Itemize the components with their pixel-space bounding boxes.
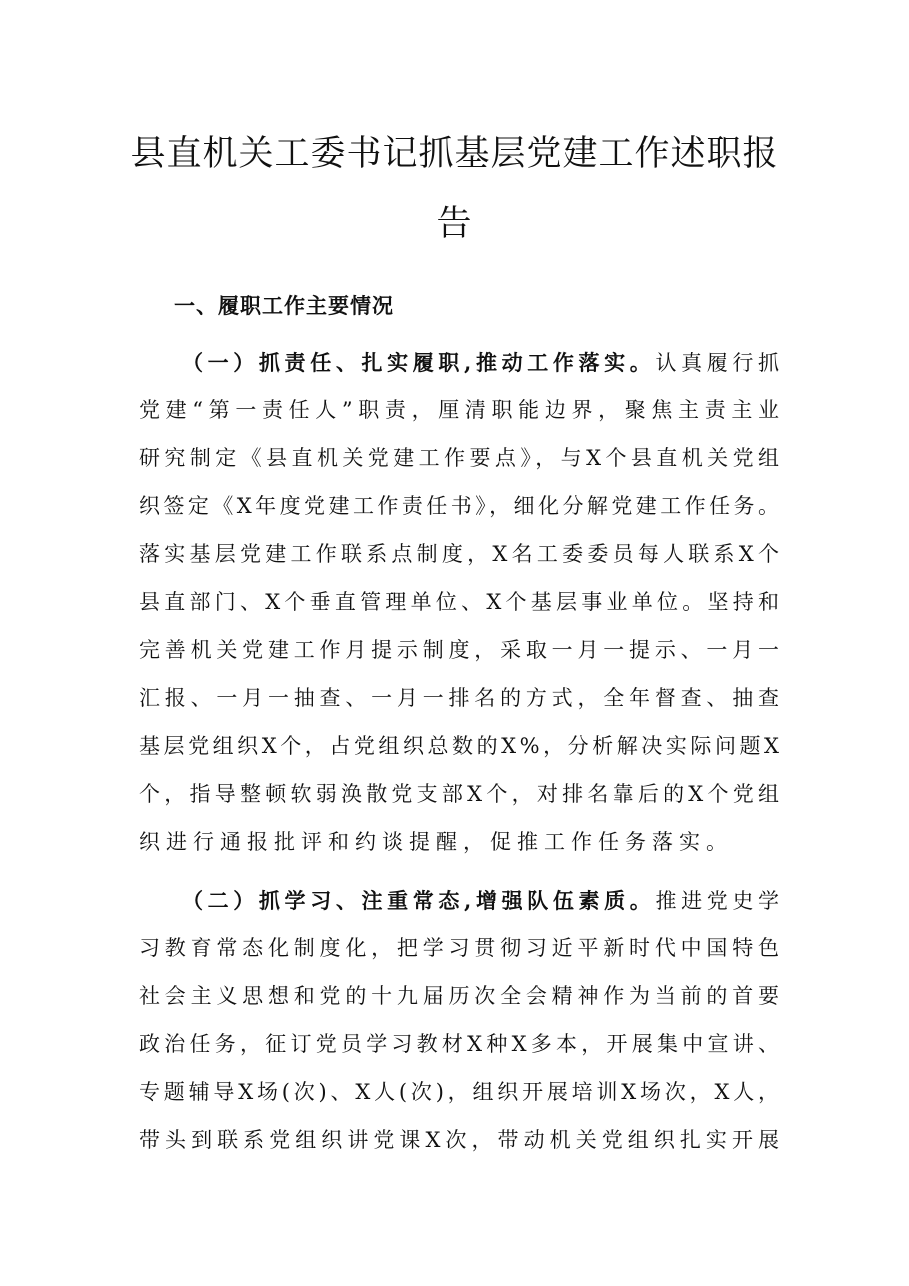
paragraph-1-line: 基层党组织X个，占党组织总数的X%，分析解决实际问题X xyxy=(139,734,783,758)
paragraph-2-lead-rest: 推进党史学 xyxy=(655,889,784,913)
paragraph-1-line: 完善机关党建工作月提示制度，采取一月一提示、一月一 xyxy=(139,638,784,662)
paragraph-2-lead-bold: （二）抓学习、注重常态,增强队伍素质。 xyxy=(182,888,656,913)
paragraph-1-line-1 xyxy=(182,350,784,375)
paragraph-1-line: 汇报、一月一抽查、一月一排名的方式，全年督查、抽查 xyxy=(139,686,784,710)
document-title-line-2: 告 xyxy=(436,204,473,244)
paragraph-2-line: 政治任务，征订党员学习教材X种X多本，开展集中宣讲、 xyxy=(139,1032,784,1056)
paragraph-2-line-1 xyxy=(182,888,784,913)
paragraph-1-line: 党建“第一责任人”职责，厘清职能边界，聚焦主责主业 xyxy=(139,398,785,422)
paragraph-1-lead-bold: （一）抓责任、扎实履职,推动工作落实。 xyxy=(182,350,656,375)
paragraph-2-line: 带头到联系党组织讲党课X次，带动机关党组织扎实开展 xyxy=(139,1128,785,1152)
paragraph-2-line: 习教育常态化制度化，把学习贯彻习近平新时代中国特色 xyxy=(139,936,784,960)
paragraph-1-lead-rest: 认真履行抓 xyxy=(655,351,784,375)
paragraph-1-line: 县直部门、X个垂直管理单位、X个基层事业单位。坚持和 xyxy=(139,590,784,614)
paragraph-2-line: 社会主义思想和党的十九届历次全会精神作为当前的首要 xyxy=(139,984,784,1008)
paragraph-1-line: 个，指导整顿软弱涣散党支部X个，对排名靠后的X个党组 xyxy=(139,782,784,806)
paragraph-1-line: 落实基层党建工作联系点制度，X名工委委员每人联系X个 xyxy=(139,542,784,566)
paragraph-1-line: 织进行通报批评和约谈提醒，促推工作任务落实。 xyxy=(139,830,733,854)
document-title-line-1: 县直机关工委书记抓基层党建工作述职报 xyxy=(130,134,779,174)
paragraph-2-line: 专题辅导X场(次)、X人(次)，组织开展培训X场次，X人， xyxy=(139,1080,783,1104)
paragraph-1-line: 研究制定《县直机关党建工作要点》，与X个县直机关党组 xyxy=(139,446,784,470)
section-heading: 一、履职工作主要情况 xyxy=(174,293,394,318)
paragraph-1-line: 织签定《X年度党建工作责任书》，细化分解党建工作任务。 xyxy=(139,494,783,518)
